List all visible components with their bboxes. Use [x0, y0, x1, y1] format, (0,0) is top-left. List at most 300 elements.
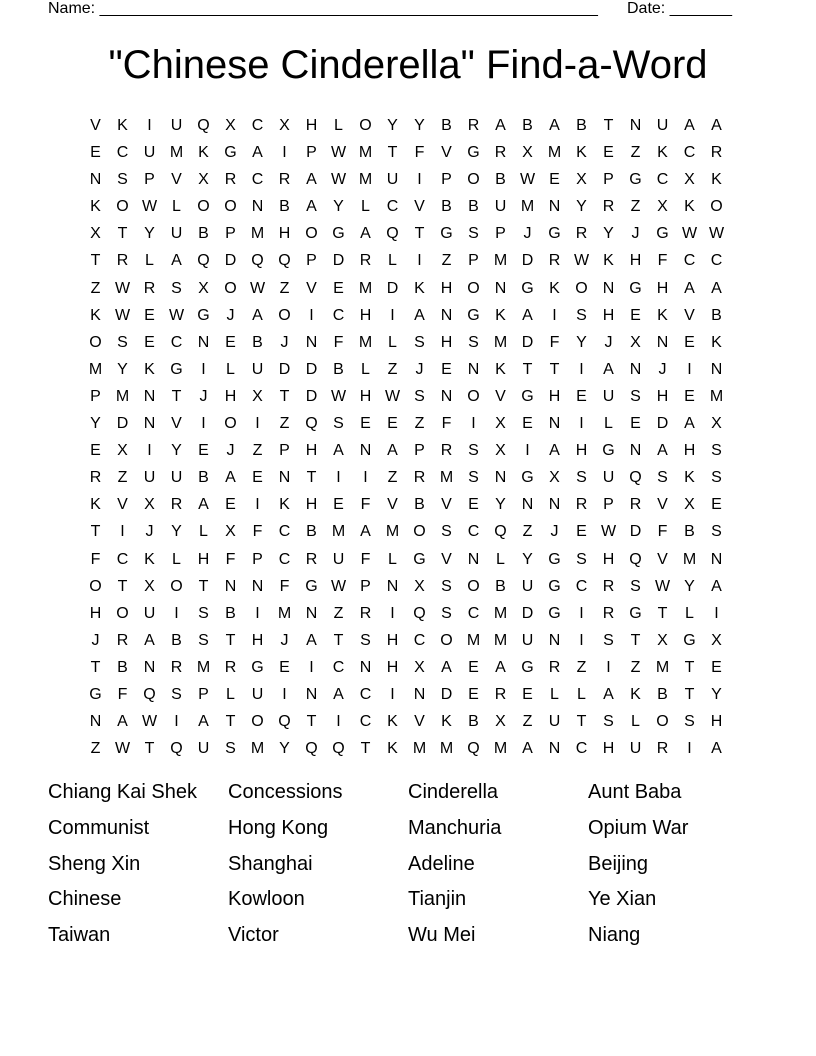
grid-letter[interactable]: Y [576, 198, 587, 216]
grid-letter[interactable]: T [657, 604, 668, 622]
grid-letter[interactable]: P [495, 225, 506, 243]
grid-letter[interactable]: T [630, 631, 641, 649]
grid-letter[interactable]: V [684, 306, 695, 324]
grid-letter[interactable]: H [386, 658, 399, 676]
grid-letter[interactable]: V [171, 415, 182, 433]
grid-letter[interactable]: H [656, 387, 669, 405]
grid-letter[interactable]: E [603, 144, 614, 162]
grid-letter[interactable]: D [278, 360, 291, 378]
grid-letter[interactable]: D [629, 523, 642, 541]
grid-letter[interactable]: I [606, 658, 611, 676]
grid-letter[interactable]: A [711, 740, 722, 758]
grid-letter[interactable]: I [309, 306, 314, 324]
grid-letter[interactable]: S [360, 631, 371, 649]
grid-letter[interactable]: C [683, 144, 696, 162]
grid-letter[interactable]: A [306, 198, 317, 216]
grid-letter[interactable]: K [684, 198, 695, 216]
grid-letter[interactable]: E [576, 523, 587, 541]
grid-letter[interactable]: B [684, 523, 695, 541]
grid-letter[interactable]: O [278, 306, 291, 324]
grid-letter[interactable]: C [332, 306, 345, 324]
grid-letter[interactable]: D [305, 387, 318, 405]
grid-letter[interactable]: W [681, 225, 698, 243]
grid-letter[interactable]: C [656, 171, 669, 189]
grid-letter[interactable]: P [468, 252, 479, 270]
grid-letter[interactable]: U [170, 225, 183, 243]
grid-letter[interactable]: M [493, 604, 508, 622]
grid-letter[interactable]: Y [603, 225, 614, 243]
grid-letter[interactable]: H [629, 252, 642, 270]
grid-letter[interactable]: T [90, 658, 101, 676]
grid-letter[interactable]: I [309, 658, 314, 676]
grid-letter[interactable]: O [89, 577, 102, 595]
grid-letter[interactable]: X [495, 442, 506, 460]
grid-letter[interactable]: H [89, 604, 102, 622]
grid-letter[interactable]: P [603, 171, 614, 189]
grid-letter[interactable]: V [90, 117, 101, 134]
grid-letter[interactable]: E [387, 415, 398, 433]
grid-letter[interactable]: W [114, 279, 131, 297]
grid-letter[interactable]: I [579, 415, 584, 433]
grid-letter[interactable]: A [711, 279, 722, 297]
grid-letter[interactable]: R [575, 496, 588, 514]
grid-letter[interactable]: X [144, 577, 155, 595]
grid-letter[interactable]: G [197, 306, 210, 324]
grid-letter[interactable]: Y [414, 117, 425, 134]
grid-letter[interactable]: G [629, 279, 642, 297]
grid-letter[interactable]: S [711, 469, 722, 487]
grid-letter[interactable]: J [523, 225, 532, 243]
grid-letter[interactable]: A [522, 740, 533, 758]
grid-letter[interactable]: M [358, 144, 373, 162]
grid-letter[interactable]: R [359, 604, 372, 622]
grid-letter[interactable]: C [710, 252, 723, 270]
grid-letter[interactable]: B [306, 523, 317, 541]
grid-letter[interactable]: A [495, 658, 506, 676]
grid-letter[interactable]: T [90, 252, 101, 270]
grid-letter[interactable]: Z [522, 713, 533, 731]
grid-letter[interactable]: L [145, 252, 154, 270]
grid-letter[interactable]: A [711, 117, 722, 134]
grid-letter[interactable]: K [441, 713, 452, 731]
grid-letter[interactable]: F [90, 550, 101, 568]
grid-letter[interactable]: G [521, 658, 534, 676]
grid-letter[interactable]: C [332, 658, 345, 676]
grid-letter[interactable]: L [685, 604, 694, 622]
grid-letter[interactable]: N [251, 198, 264, 216]
grid-letter[interactable]: R [413, 469, 426, 487]
grid-letter[interactable]: Q [332, 740, 345, 758]
grid-letter[interactable]: I [687, 360, 692, 378]
grid-letter[interactable]: I [417, 252, 422, 270]
grid-letter[interactable]: N [89, 713, 102, 731]
grid-letter[interactable]: I [282, 685, 287, 703]
grid-letter[interactable]: X [684, 496, 695, 514]
grid-letter[interactable]: E [549, 171, 560, 189]
grid-letter[interactable]: N [494, 469, 507, 487]
grid-letter[interactable]: A [198, 713, 209, 731]
grid-letter[interactable]: X [630, 333, 641, 351]
grid-letter[interactable]: E [684, 387, 695, 405]
grid-letter[interactable]: N [467, 550, 480, 568]
grid-letter[interactable]: G [251, 658, 264, 676]
grid-letter[interactable]: D [521, 604, 534, 622]
grid-letter[interactable]: A [441, 658, 452, 676]
grid-letter[interactable]: K [90, 306, 101, 324]
grid-letter[interactable]: N [548, 415, 561, 433]
grid-letter[interactable]: J [658, 360, 667, 378]
grid-letter[interactable]: U [656, 117, 669, 134]
grid-letter[interactable]: I [201, 415, 206, 433]
grid-letter[interactable]: R [170, 496, 183, 514]
grid-letter[interactable]: G [224, 144, 237, 162]
grid-letter[interactable]: A [333, 685, 344, 703]
grid-letter[interactable]: M [493, 740, 508, 758]
grid-letter[interactable]: Y [90, 415, 101, 433]
grid-letter[interactable]: D [116, 415, 129, 433]
grid-letter[interactable]: V [117, 496, 128, 514]
grid-letter[interactable]: S [603, 713, 614, 731]
grid-letter[interactable]: H [602, 306, 615, 324]
grid-letter[interactable]: U [332, 550, 345, 568]
grid-letter[interactable]: T [225, 713, 236, 731]
grid-letter[interactable]: P [225, 225, 236, 243]
grid-letter[interactable]: Y [171, 442, 182, 460]
grid-letter[interactable]: T [549, 360, 560, 378]
grid-letter[interactable]: K [576, 144, 587, 162]
grid-letter[interactable]: P [144, 171, 155, 189]
grid-letter[interactable]: F [657, 252, 668, 270]
grid-letter[interactable]: W [114, 306, 131, 324]
grid-letter[interactable]: R [359, 252, 372, 270]
grid-letter[interactable]: X [252, 387, 263, 405]
grid-letter[interactable]: T [90, 523, 101, 541]
grid-letter[interactable]: E [144, 306, 155, 324]
grid-letter[interactable]: X [576, 171, 587, 189]
grid-letter[interactable]: E [468, 685, 479, 703]
grid-letter[interactable]: D [386, 279, 399, 297]
grid-letter[interactable]: S [441, 604, 452, 622]
grid-letter[interactable]: M [250, 225, 265, 243]
grid-letter[interactable]: Z [630, 144, 641, 162]
grid-letter[interactable]: B [198, 225, 209, 243]
grid-letter[interactable]: W [330, 171, 347, 189]
grid-letter[interactable]: I [579, 360, 584, 378]
grid-letter[interactable]: S [603, 631, 614, 649]
grid-letter[interactable]: Q [386, 225, 399, 243]
grid-letter[interactable]: A [387, 442, 398, 460]
grid-letter[interactable]: X [198, 171, 209, 189]
grid-letter[interactable]: Y [387, 117, 398, 134]
grid-letter[interactable]: Z [117, 469, 128, 487]
grid-letter[interactable]: J [415, 360, 424, 378]
grid-letter[interactable]: M [331, 523, 346, 541]
grid-letter[interactable]: R [305, 550, 318, 568]
grid-letter[interactable]: V [306, 279, 317, 297]
grid-letter[interactable]: R [494, 685, 507, 703]
grid-letter[interactable]: M [358, 279, 373, 297]
grid-letter[interactable]: U [494, 198, 507, 216]
grid-letter[interactable]: G [332, 225, 345, 243]
grid-letter[interactable]: M [385, 523, 400, 541]
grid-letter[interactable]: V [414, 713, 425, 731]
grid-letter[interactable]: P [360, 577, 371, 595]
grid-letter[interactable]: H [440, 333, 453, 351]
grid-letter[interactable]: M [358, 333, 373, 351]
grid-letter[interactable]: S [414, 387, 425, 405]
grid-letter[interactable]: I [336, 713, 341, 731]
grid-letter[interactable]: N [629, 360, 642, 378]
grid-letter[interactable]: M [520, 198, 535, 216]
grid-letter[interactable]: K [657, 144, 668, 162]
grid-letter[interactable]: L [388, 252, 397, 270]
grid-letter[interactable]: B [711, 306, 722, 324]
grid-letter[interactable]: I [255, 604, 260, 622]
grid-letter[interactable]: U [170, 117, 183, 134]
grid-letter[interactable]: X [225, 117, 236, 134]
grid-letter[interactable]: N [305, 685, 318, 703]
grid-letter[interactable]: C [413, 631, 426, 649]
grid-letter[interactable]: Z [414, 415, 425, 433]
grid-letter[interactable]: N [602, 279, 615, 297]
grid-letter[interactable]: J [280, 631, 289, 649]
grid-letter[interactable]: H [251, 631, 264, 649]
grid-letter[interactable]: B [495, 577, 506, 595]
grid-letter[interactable]: S [117, 171, 128, 189]
grid-letter[interactable]: G [602, 442, 615, 460]
grid-letter[interactable]: Y [279, 740, 290, 758]
grid-letter[interactable]: N [629, 117, 642, 134]
grid-letter[interactable]: P [306, 144, 317, 162]
grid-letter[interactable]: C [116, 550, 129, 568]
grid-letter[interactable]: M [439, 469, 454, 487]
grid-letter[interactable]: S [198, 631, 209, 649]
grid-letter[interactable]: J [604, 333, 613, 351]
grid-letter[interactable]: M [169, 144, 184, 162]
grid-letter[interactable]: D [440, 685, 453, 703]
grid-letter[interactable]: I [579, 631, 584, 649]
grid-letter[interactable]: H [575, 442, 588, 460]
grid-letter[interactable]: A [549, 117, 560, 134]
grid-letter[interactable]: N [143, 658, 156, 676]
grid-letter[interactable]: A [252, 144, 263, 162]
grid-letter[interactable]: E [468, 496, 479, 514]
grid-letter[interactable]: E [225, 333, 236, 351]
grid-letter[interactable]: G [548, 577, 561, 595]
grid-letter[interactable]: M [466, 631, 481, 649]
grid-letter[interactable]: D [224, 252, 237, 270]
grid-letter[interactable]: V [441, 144, 452, 162]
grid-letter[interactable]: F [225, 550, 236, 568]
grid-letter[interactable]: G [305, 577, 318, 595]
grid-letter[interactable]: R [656, 740, 669, 758]
grid-letter[interactable]: E [90, 442, 101, 460]
grid-letter[interactable]: H [710, 713, 723, 731]
grid-letter[interactable]: K [684, 469, 695, 487]
grid-letter[interactable]: M [196, 658, 211, 676]
grid-letter[interactable]: U [602, 387, 615, 405]
grid-letter[interactable]: Z [333, 604, 344, 622]
grid-letter[interactable]: S [441, 577, 452, 595]
grid-letter[interactable]: S [711, 523, 722, 541]
grid-letter[interactable]: U [143, 604, 156, 622]
grid-letter[interactable]: Y [144, 225, 155, 243]
grid-letter[interactable]: X [90, 225, 101, 243]
grid-letter[interactable]: K [90, 198, 101, 216]
grid-letter[interactable]: X [414, 658, 425, 676]
grid-letter[interactable]: M [655, 658, 670, 676]
grid-letter[interactable]: A [414, 306, 425, 324]
grid-letter[interactable]: W [114, 740, 131, 758]
grid-letter[interactable]: R [629, 496, 642, 514]
grid-letter[interactable]: M [493, 333, 508, 351]
grid-letter[interactable]: R [224, 658, 237, 676]
grid-letter[interactable]: M [493, 252, 508, 270]
grid-letter[interactable]: V [495, 387, 506, 405]
grid-letter[interactable]: K [495, 360, 506, 378]
grid-letter[interactable]: N [548, 198, 561, 216]
grid-letter[interactable]: E [333, 496, 344, 514]
grid-letter[interactable]: W [141, 713, 158, 731]
grid-letter[interactable]: T [684, 658, 695, 676]
grid-letter[interactable]: O [89, 333, 102, 351]
grid-letter[interactable]: O [116, 198, 129, 216]
grid-letter[interactable]: E [252, 469, 263, 487]
grid-letter[interactable]: K [495, 306, 506, 324]
grid-letter[interactable]: V [441, 496, 452, 514]
grid-letter[interactable]: H [305, 496, 318, 514]
grid-letter[interactable]: E [630, 306, 641, 324]
grid-letter[interactable]: G [467, 144, 480, 162]
grid-letter[interactable]: H [440, 279, 453, 297]
grid-letter[interactable]: Q [170, 740, 183, 758]
grid-letter[interactable]: F [549, 333, 560, 351]
grid-letter[interactable]: L [334, 117, 343, 134]
grid-letter[interactable]: B [522, 117, 533, 134]
grid-letter[interactable]: E [522, 685, 533, 703]
grid-letter[interactable]: N [467, 360, 480, 378]
grid-letter[interactable]: I [147, 442, 152, 460]
grid-letter[interactable]: B [333, 360, 344, 378]
grid-letter[interactable]: M [115, 387, 130, 405]
grid-letter[interactable]: D [332, 252, 345, 270]
grid-letter[interactable]: F [117, 685, 128, 703]
grid-letter[interactable]: L [388, 550, 397, 568]
grid-letter[interactable]: L [577, 685, 586, 703]
grid-letter[interactable]: X [711, 415, 722, 433]
grid-letter[interactable]: T [279, 387, 290, 405]
grid-letter[interactable]: L [199, 523, 208, 541]
grid-letter[interactable]: F [279, 577, 290, 595]
grid-letter[interactable]: I [579, 604, 584, 622]
grid-letter[interactable]: J [226, 442, 235, 460]
grid-letter[interactable]: R [143, 279, 156, 297]
grid-letter[interactable]: F [333, 333, 344, 351]
grid-letter[interactable]: T [117, 577, 128, 595]
grid-letter[interactable]: O [116, 604, 129, 622]
grid-letter[interactable]: N [494, 279, 507, 297]
grid-letter[interactable]: R [548, 658, 561, 676]
grid-letter[interactable]: N [197, 333, 210, 351]
grid-letter[interactable]: L [388, 333, 397, 351]
grid-letter[interactable]: M [439, 740, 454, 758]
grid-letter[interactable]: Z [387, 469, 398, 487]
grid-letter[interactable]: N [305, 604, 318, 622]
grid-letter[interactable]: C [251, 117, 264, 134]
grid-letter[interactable]: H [656, 279, 669, 297]
grid-letter[interactable]: L [226, 360, 235, 378]
grid-letter[interactable]: G [656, 225, 669, 243]
grid-letter[interactable]: Z [441, 252, 452, 270]
grid-letter[interactable]: T [144, 740, 155, 758]
grid-letter[interactable]: N [359, 658, 372, 676]
grid-letter[interactable]: G [548, 225, 561, 243]
grid-letter[interactable]: I [390, 604, 395, 622]
grid-letter[interactable]: T [225, 631, 236, 649]
grid-letter[interactable]: Z [630, 658, 641, 676]
grid-letter[interactable]: G [548, 550, 561, 568]
grid-letter[interactable]: E [279, 658, 290, 676]
grid-letter[interactable]: Q [251, 252, 264, 270]
grid-letter[interactable]: D [521, 252, 534, 270]
grid-letter[interactable]: P [603, 496, 614, 514]
grid-letter[interactable]: H [305, 442, 318, 460]
grid-letter[interactable]: E [198, 442, 209, 460]
grid-letter[interactable]: U [548, 713, 561, 731]
grid-letter[interactable]: J [550, 523, 559, 541]
grid-letter[interactable]: L [172, 198, 181, 216]
grid-letter[interactable]: I [390, 685, 395, 703]
grid-letter[interactable]: P [306, 252, 317, 270]
grid-letter[interactable]: I [471, 415, 476, 433]
grid-letter[interactable]: S [576, 306, 587, 324]
grid-letter[interactable]: L [172, 550, 181, 568]
grid-letter[interactable]: Q [278, 713, 291, 731]
grid-letter[interactable]: L [550, 685, 559, 703]
grid-letter[interactable]: T [576, 713, 587, 731]
grid-letter[interactable]: W [654, 577, 671, 595]
grid-letter[interactable]: K [657, 306, 668, 324]
grid-letter[interactable]: E [684, 333, 695, 351]
grid-letter[interactable]: J [631, 225, 640, 243]
grid-letter[interactable]: H [683, 442, 696, 460]
grid-letter[interactable]: U [386, 171, 399, 189]
grid-letter[interactable]: E [576, 387, 587, 405]
grid-letter[interactable]: C [278, 550, 291, 568]
grid-letter[interactable]: I [255, 415, 260, 433]
grid-letter[interactable]: G [629, 171, 642, 189]
grid-letter[interactable]: S [630, 577, 641, 595]
grid-letter[interactable]: U [143, 144, 156, 162]
grid-letter[interactable]: P [198, 685, 209, 703]
grid-letter[interactable]: S [171, 685, 182, 703]
grid-letter[interactable]: B [495, 171, 506, 189]
grid-letter[interactable]: D [305, 360, 318, 378]
grid-letter[interactable]: B [117, 658, 128, 676]
grid-letter[interactable]: B [414, 496, 425, 514]
grid-letter[interactable]: P [441, 171, 452, 189]
grid-letter[interactable]: W [141, 198, 158, 216]
grid-letter[interactable]: V [441, 550, 452, 568]
grid-letter[interactable]: C [467, 523, 480, 541]
grid-letter[interactable]: S [441, 523, 452, 541]
grid-letter[interactable]: O [440, 631, 453, 649]
grid-letter[interactable]: F [414, 144, 425, 162]
grid-letter[interactable]: I [390, 306, 395, 324]
grid-letter[interactable]: O [224, 198, 237, 216]
grid-letter[interactable]: R [116, 252, 129, 270]
grid-letter[interactable]: O [575, 279, 588, 297]
